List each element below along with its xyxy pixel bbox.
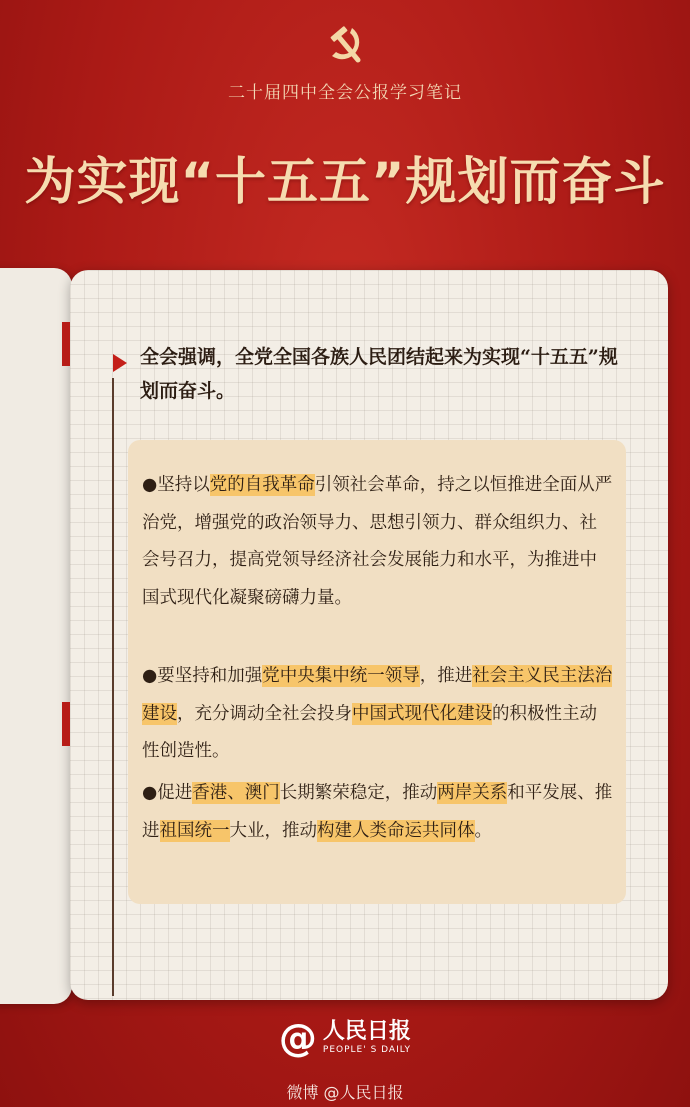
paragraph-2: [142, 658, 614, 771]
paragraph-text: 引领社会革命，持之以恒推进全面从严治党，增强党的政治领导力、思想引领力、群众组织力、社会号召力，提高党领导经济社会发展能力和水平，为推进中国式现代化凝聚磅礴力量。: [142, 475, 613, 608]
bullet-arrow-icon: [113, 354, 127, 372]
paragraph-text: ●促进: [142, 783, 193, 803]
paragraph-text: 的积极性主动性创造性。: [142, 703, 597, 761]
footer-logo: [0, 1018, 690, 1058]
card-tab: [62, 322, 70, 366]
timeline-line: [112, 378, 114, 996]
paragraph-text: ●要坚持和加强: [142, 666, 263, 686]
highlight-text: 祖国统一: [159, 820, 230, 841]
paragraph-1: [142, 467, 614, 617]
highlight-text: 构建人类命运共同体: [317, 820, 475, 841]
card-back: [0, 268, 72, 1004]
paragraph-text: ，推进: [419, 666, 473, 686]
highlight-text: 香港、澳门: [192, 783, 280, 803]
logo-at-icon: @: [278, 1016, 317, 1060]
page-title: 为实现“十五五”规划而奋斗: [24, 153, 666, 212]
paragraph-text: 和平发展、推进: [142, 783, 613, 841]
paragraph-text: ，充分调动全社会投身: [177, 703, 352, 724]
highlight-text: 两岸关系: [437, 783, 508, 803]
highlight-text: 党的自我革命: [209, 475, 315, 495]
highlight-text: 中国式现代化建设: [352, 703, 492, 724]
paragraph-text: 大业，推动: [229, 820, 317, 841]
paragraph-text: 。: [474, 820, 492, 841]
paragraph-3: [142, 775, 614, 850]
paragraph-text: 长期繁荣稳定，推动: [279, 783, 438, 803]
party-emblem-icon: [322, 22, 368, 68]
weibo-watermark: 微博 @人民日报: [286, 1083, 404, 1102]
paragraph-text: ●坚持以: [142, 475, 210, 495]
intro-text: 全会强调，全党全国各族人民团结起来为实现“十五五”规划而奋斗。: [140, 346, 618, 402]
card-tab: [62, 702, 70, 746]
highlight-text: 社会主义民主法治建设: [142, 666, 613, 724]
highlight-text: 党中央集中统一领导: [262, 666, 420, 686]
logo-name: 人民日报: [322, 1019, 411, 1044]
logo-name-en: PEOPLE' S DAILY: [322, 1045, 412, 1055]
page-kicker: 二十届四中全会公报学习笔记: [228, 83, 462, 103]
